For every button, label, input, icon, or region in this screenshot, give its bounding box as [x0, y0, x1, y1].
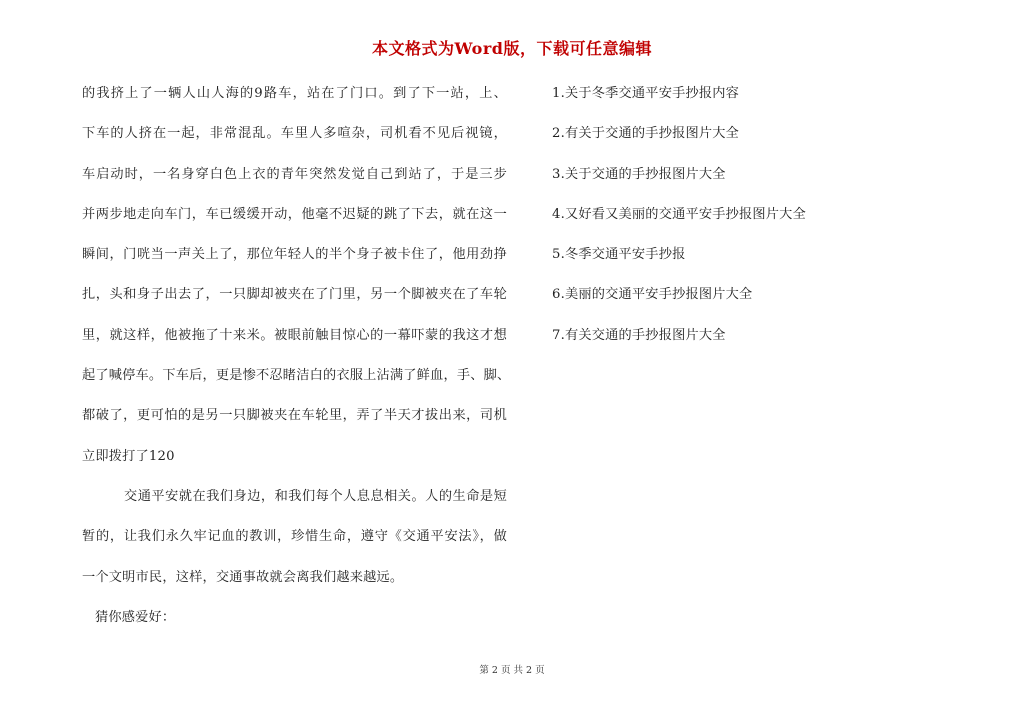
page-number: 第 2 页 共 2 页	[479, 665, 545, 676]
article-line: 起了喊停车。下车后，更是惨不忍睹洁白的衣服上沾满了鲜血，手、脚、	[82, 368, 511, 384]
article-line: 暂的，让我们永久牢记血的教训，珍惜生命，遵守《交通平安法》，做	[82, 529, 507, 545]
article-line: 立即拨打了120	[82, 448, 175, 464]
article-line: 瞬间，门咣当一声关上了，那位年轻人的半个身子被卡住了，他用劲挣	[82, 247, 507, 263]
article-line: 并两步地走向车门，车已缓缓开动，他毫不迟疑的跳了下去，就在这一	[82, 206, 507, 222]
document-banner: 本文格式为Word版，下载可任意编辑	[372, 39, 652, 58]
related-article-link[interactable]: 2.有关于交通的手抄报图片大全	[552, 126, 740, 142]
article-line: 的我挤上了一辆人山人海的9路车，站在了门口。到了下一站，上、	[82, 86, 507, 101]
article-line: 下车的人挤在一起，非常混乱。车里人多喧杂，司机看不见后视镜，	[82, 126, 507, 142]
article-line: 扎，头和身子出去了，一只脚却被夹在了门里，另一个脚被夹在了车轮	[82, 287, 507, 303]
article-line: 都破了，更可怕的是另一只脚被夹在车轮里，弄了半天才拔出来，司机	[82, 408, 507, 424]
paragraph-first-line: 交通平安就在我们身边，和我们每个人息息相关。人的生命是短	[124, 488, 507, 504]
related-article-link[interactable]: 7.有关交通的手抄报图片大全	[552, 327, 726, 343]
article-line: 一个文明市民，这样，交通事故就会离我们越来越远。	[82, 569, 404, 585]
related-article-link[interactable]: 4.又好看又美丽的交通平安手抄报图片大全	[552, 206, 806, 222]
article-line: 车启动时，一名身穿白色上衣的青年突然发觉自己到站了，于是三步	[82, 166, 507, 182]
related-article-link[interactable]: 5.冬季交通平安手抄报	[552, 247, 686, 263]
related-article-link[interactable]: 1.关于冬季交通平安手抄报内容	[552, 86, 740, 101]
related-article-link[interactable]: 6.美丽的交通平安手抄报图片大全	[552, 287, 753, 303]
related-articles-list	[552, 80, 992, 362]
article-body	[82, 80, 511, 644]
related-article-link[interactable]: 3.关于交通的手抄报图片大全	[552, 166, 726, 182]
article-line: 里，就这样，他被拖了十来米。被眼前触目惊心的一幕吓蒙的我这才想	[82, 327, 507, 343]
related-heading: 猜你感爱好：	[95, 609, 176, 625]
